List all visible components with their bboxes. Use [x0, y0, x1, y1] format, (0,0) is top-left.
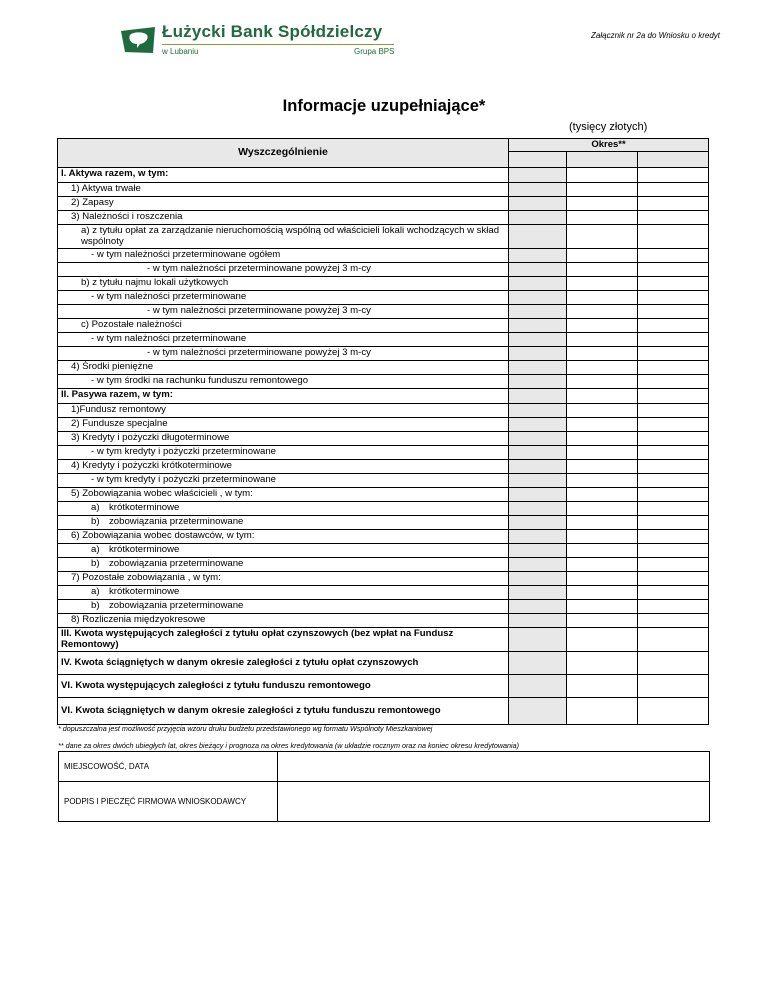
- value-cell[interactable]: [567, 196, 638, 210]
- value-cell[interactable]: [567, 515, 638, 529]
- value-cell[interactable]: [567, 571, 638, 585]
- value-cell[interactable]: [638, 248, 709, 262]
- value-cell[interactable]: [638, 674, 709, 697]
- value-cell[interactable]: [509, 196, 567, 210]
- row-label: 1) Aktywa trwałe: [58, 182, 509, 196]
- row-label: IV. Kwota ściągniętych w danym okresie zaległości z tytułu opłat czynszowych: [58, 651, 509, 674]
- value-cell[interactable]: [638, 487, 709, 501]
- value-cell[interactable]: [638, 374, 709, 388]
- value-cell[interactable]: [638, 276, 709, 290]
- value-cell[interactable]: [567, 262, 638, 276]
- value-cell[interactable]: [638, 360, 709, 374]
- value-cell[interactable]: [638, 332, 709, 346]
- bank-logo-icon: [118, 26, 158, 54]
- value-cell[interactable]: [567, 501, 638, 515]
- value-cell[interactable]: [509, 417, 567, 431]
- value-cell[interactable]: [638, 571, 709, 585]
- value-cell[interactable]: [567, 529, 638, 543]
- value-cell[interactable]: [509, 487, 567, 501]
- value-cell[interactable]: [509, 318, 567, 332]
- value-cell[interactable]: [509, 674, 567, 697]
- value-cell[interactable]: [567, 388, 638, 403]
- value-cell[interactable]: [509, 445, 567, 459]
- value-cell[interactable]: [638, 613, 709, 627]
- bank-logo: [118, 22, 398, 58]
- value-cell[interactable]: [509, 627, 567, 651]
- signature-stamp-field[interactable]: [278, 782, 710, 822]
- value-cell[interactable]: [638, 515, 709, 529]
- row-label: - w tym należności przeterminowane powyżej 3 m-cy: [58, 346, 509, 360]
- value-cell[interactable]: [509, 332, 567, 346]
- row-label: - w tym należności przeterminowane powyżej 3 m-cy: [58, 262, 509, 276]
- value-cell[interactable]: [567, 290, 638, 304]
- footnote-2: ** dane za okres dwóch ubiegłych lat, okres bieżący i prognoza na okres kredytowania (w układzie rocznym oraz na koniec okresu kredytowania): [58, 741, 520, 750]
- value-cell[interactable]: [567, 210, 638, 224]
- value-cell[interactable]: [509, 543, 567, 557]
- value-cell[interactable]: [509, 388, 567, 403]
- value-cell[interactable]: [567, 585, 638, 599]
- bank-location: w Lubaniu: [162, 47, 199, 56]
- value-cell[interactable]: [567, 613, 638, 627]
- value-cell[interactable]: [638, 417, 709, 431]
- value-cell[interactable]: [638, 403, 709, 417]
- row-label: c) Pozostałe należności: [58, 318, 509, 332]
- value-cell[interactable]: [567, 224, 638, 248]
- row-label: - w tym należności przeterminowane powyżej 3 m-cy: [58, 304, 509, 318]
- value-cell[interactable]: [638, 585, 709, 599]
- units-label: (tysięcy złotych): [569, 121, 648, 133]
- value-cell[interactable]: [638, 318, 709, 332]
- value-cell[interactable]: [509, 571, 567, 585]
- supplementary-info-table: [57, 138, 709, 725]
- value-cell[interactable]: [567, 557, 638, 571]
- value-cell[interactable]: [638, 262, 709, 276]
- value-cell[interactable]: [567, 374, 638, 388]
- value-cell[interactable]: [509, 210, 567, 224]
- row-label: 4) Kredyty i pożyczki krótkoterminowe: [58, 459, 509, 473]
- row-label: a) z tytułu opłat za zarządzanie nieruchomością wspólną od właścicieli lokali wchodzących w skład wspólnoty: [58, 224, 509, 248]
- period-cell-1[interactable]: [509, 151, 567, 167]
- bank-group: Grupa BPS: [354, 47, 395, 56]
- value-cell[interactable]: [567, 674, 638, 697]
- value-cell[interactable]: [567, 431, 638, 445]
- place-date-label: MIEJSCOWOŚĆ, DATA: [59, 752, 278, 782]
- row-label: - w tym kredyty i pożyczki przeterminowane: [58, 473, 509, 487]
- value-cell[interactable]: [638, 445, 709, 459]
- value-cell[interactable]: [509, 290, 567, 304]
- row-label: 3) Należności i roszczenia: [58, 210, 509, 224]
- value-cell[interactable]: [509, 167, 567, 182]
- value-cell[interactable]: [638, 651, 709, 674]
- row-label: - w tym należności przeterminowane: [58, 290, 509, 304]
- value-cell[interactable]: [509, 515, 567, 529]
- row-label: 2) Fundusze specjalne: [58, 417, 509, 431]
- row-label: a) krótkoterminowe: [58, 585, 509, 599]
- value-cell[interactable]: [567, 599, 638, 613]
- value-cell[interactable]: [638, 627, 709, 651]
- row-label: 4) Środki pieniężne: [58, 360, 509, 374]
- value-cell[interactable]: [509, 346, 567, 360]
- value-cell[interactable]: [509, 613, 567, 627]
- bank-name: Łużycki Bank Spółdzielczy: [162, 22, 383, 41]
- footnote-1: * dopuszczalna jest możliwość przyjęcia wzoru druku budżetu przedstawionego wg formatu Wspólnoty Mieszkaniowej: [58, 724, 433, 733]
- row-label: 1)Fundusz remontowy: [58, 403, 509, 417]
- value-cell[interactable]: [567, 697, 638, 724]
- value-cell[interactable]: [638, 543, 709, 557]
- row-label: 8) Rozliczenia międzyokresowe: [58, 613, 509, 627]
- row-label: b) z tytułu najmu lokali użytkowych: [58, 276, 509, 290]
- value-cell[interactable]: [509, 473, 567, 487]
- value-cell[interactable]: [638, 431, 709, 445]
- row-label: 6) Zobowiązania wobec dostawców, w tym:: [58, 529, 509, 543]
- row-label: 5) Zobowiązania wobec właścicieli , w tym:: [58, 487, 509, 501]
- logo-divider: [162, 44, 394, 45]
- value-cell[interactable]: [509, 651, 567, 674]
- value-cell[interactable]: [509, 262, 567, 276]
- row-label: b) zobowiązania przeterminowane: [58, 557, 509, 571]
- row-label: II. Pasywa razem, w tym:: [58, 388, 509, 403]
- place-date-field[interactable]: [278, 752, 710, 782]
- value-cell[interactable]: [509, 248, 567, 262]
- period-cell-2[interactable]: [567, 151, 638, 167]
- value-cell[interactable]: [509, 599, 567, 613]
- value-cell[interactable]: [509, 360, 567, 374]
- value-cell[interactable]: [567, 627, 638, 651]
- value-cell[interactable]: [509, 529, 567, 543]
- value-cell[interactable]: [638, 167, 709, 182]
- value-cell[interactable]: [567, 276, 638, 290]
- value-cell[interactable]: [567, 346, 638, 360]
- row-label: - w tym należności przeterminowane: [58, 332, 509, 346]
- value-cell[interactable]: [509, 224, 567, 248]
- value-cell[interactable]: [509, 697, 567, 724]
- value-cell[interactable]: [567, 445, 638, 459]
- value-cell[interactable]: [509, 501, 567, 515]
- value-cell[interactable]: [638, 697, 709, 724]
- value-cell[interactable]: [638, 557, 709, 571]
- attachment-note: Załącznik nr 2a do Wniosku o kredyt: [591, 31, 720, 40]
- value-cell[interactable]: [567, 360, 638, 374]
- value-cell[interactable]: [509, 557, 567, 571]
- row-label: 2) Zapasy: [58, 196, 509, 210]
- row-label: VI. Kwota ściągniętych w danym okresie zaległości z tytułu funduszu remontowego: [58, 697, 509, 724]
- value-cell[interactable]: [638, 224, 709, 248]
- value-cell[interactable]: [638, 196, 709, 210]
- row-label: VI. Kwota występujących zaległości z tytułu funduszu remontowego: [58, 674, 509, 697]
- value-cell[interactable]: [567, 304, 638, 318]
- value-cell[interactable]: [567, 332, 638, 346]
- value-cell[interactable]: [509, 182, 567, 196]
- value-cell[interactable]: [567, 182, 638, 196]
- signature-stamp-label: PODPIS I PIECZĘĆ FIRMOWA WNIOSKODAWCY: [59, 782, 278, 822]
- row-label: III. Kwota występujących zaległości z tytułu opłat czynszowych (bez wpłat na Fundusz Remontowy): [58, 627, 509, 651]
- row-label: a) krótkoterminowe: [58, 543, 509, 557]
- value-cell[interactable]: [638, 304, 709, 318]
- row-label: - w tym środki na rachunku funduszu remontowego: [58, 374, 509, 388]
- value-cell[interactable]: [638, 501, 709, 515]
- value-cell[interactable]: [638, 459, 709, 473]
- value-cell[interactable]: [567, 318, 638, 332]
- value-cell[interactable]: [638, 182, 709, 196]
- value-cell[interactable]: [567, 473, 638, 487]
- value-cell[interactable]: [638, 599, 709, 613]
- row-label: 7) Pozostałe zobowiązania , w tym:: [58, 571, 509, 585]
- value-cell[interactable]: [638, 388, 709, 403]
- page-title: Informacje uzupełniające*: [282, 97, 486, 115]
- value-cell[interactable]: [638, 473, 709, 487]
- value-cell[interactable]: [567, 167, 638, 182]
- row-label: I. Aktywa razem, w tym:: [58, 167, 509, 182]
- row-label: - w tym należności przeterminowane ogółem: [58, 248, 509, 262]
- value-cell[interactable]: [509, 276, 567, 290]
- column-header-description: Wyszczególnienie: [58, 139, 509, 168]
- value-cell[interactable]: [509, 403, 567, 417]
- row-label: b) zobowiązania przeterminowane: [58, 515, 509, 529]
- value-cell[interactable]: [567, 417, 638, 431]
- value-cell[interactable]: [509, 304, 567, 318]
- row-label: a) krótkoterminowe: [58, 501, 509, 515]
- value-cell[interactable]: [567, 459, 638, 473]
- value-cell[interactable]: [638, 529, 709, 543]
- row-label: - w tym kredyty i pożyczki przeterminowane: [58, 445, 509, 459]
- value-cell[interactable]: [638, 210, 709, 224]
- value-cell[interactable]: [509, 585, 567, 599]
- period-cell-3[interactable]: [638, 151, 709, 167]
- value-cell[interactable]: [567, 543, 638, 557]
- row-label: b) zobowiązania przeterminowane: [58, 599, 509, 613]
- row-label: 3) Kredyty i pożyczki długoterminowe: [58, 431, 509, 445]
- value-cell[interactable]: [638, 346, 709, 360]
- column-header-period: Okres**: [509, 139, 709, 152]
- value-cell[interactable]: [567, 651, 638, 674]
- value-cell[interactable]: [509, 431, 567, 445]
- value-cell[interactable]: [567, 403, 638, 417]
- value-cell[interactable]: [567, 248, 638, 262]
- value-cell[interactable]: [509, 374, 567, 388]
- value-cell[interactable]: [567, 487, 638, 501]
- signature-table: [58, 751, 710, 822]
- value-cell[interactable]: [509, 459, 567, 473]
- value-cell[interactable]: [638, 290, 709, 304]
